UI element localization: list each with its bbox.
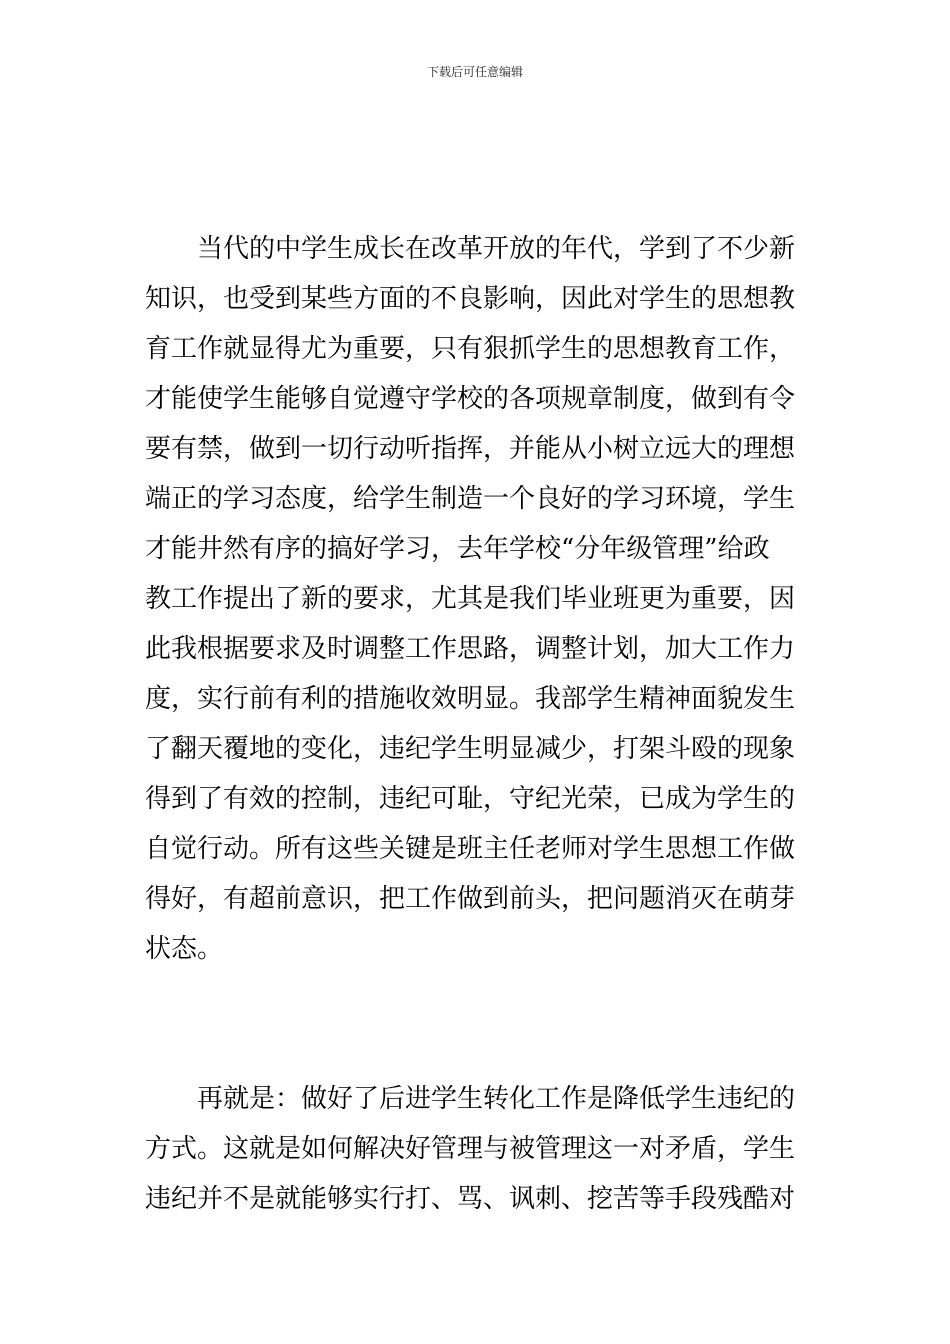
paragraph-line: 知识，也受到某些方面的不良影响，因此对学生的思想教 bbox=[145, 284, 796, 314]
paragraph-line: 端正的学习态度，给学生制造一个良好的学习环境，学生 bbox=[145, 484, 796, 514]
page-header: 下载后可任意编辑 bbox=[426, 65, 523, 79]
paragraph-line: 度，实行前有利的措施收效明显。我部学生精神面貌发生 bbox=[145, 684, 796, 714]
paragraph-line: 才能井然有序的搞好学习，去年学校“分年级管理”给政 bbox=[145, 534, 770, 564]
paragraph-line: 得到了有效的控制，违纪可耻，守纪光荣，已成为学生的 bbox=[145, 784, 796, 814]
paragraph-line: 要有禁，做到一切行动听指挥，并能从小树立远大的理想 bbox=[145, 434, 796, 464]
paragraph-line: 当代的中学生成长在改革开放的年代，学到了不少新 bbox=[197, 234, 796, 264]
paragraph-line: 再就是：做好了后进学生转化工作是降低学生违纪的 bbox=[197, 1084, 796, 1114]
paragraph-2 bbox=[145, 1074, 807, 1224]
paragraph-line: 违纪并不是就能够实行打、骂、讽刺、挖苦等手段残酷对 bbox=[145, 1184, 796, 1214]
paragraph-line: 此我根据要求及时调整工作思路，调整计划，加大工作力 bbox=[145, 634, 796, 664]
paragraph-line: 自觉行动。所有这些关键是班主任老师对学生思想工作做 bbox=[145, 834, 796, 864]
paragraph-line: 得好，有超前意识，把工作做到前头，把问题消灭在萌芽 bbox=[145, 884, 796, 914]
paragraph-1 bbox=[145, 224, 807, 974]
paragraph-line: 育工作就显得尤为重要，只有狠抓学生的思想教育工作， bbox=[145, 334, 796, 364]
paragraph-line: 方式。这就是如何解决好管理与被管理这一对矛盾，学生 bbox=[145, 1134, 796, 1164]
paragraph-line: 状态。 bbox=[145, 934, 224, 964]
paragraph-line: 了翻天覆地的变化，违纪学生明显减少，打架斗殴的现象 bbox=[145, 734, 796, 764]
paragraph-line: 教工作提出了新的要求，尤其是我们毕业班更为重要，因 bbox=[145, 584, 796, 614]
paragraph-line: 才能使学生能够自觉遵守学校的各项规章制度，做到有令 bbox=[145, 384, 796, 414]
